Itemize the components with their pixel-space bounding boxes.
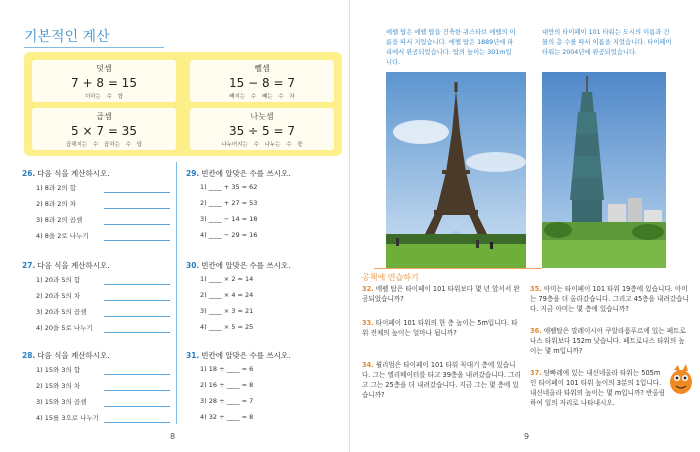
division-equation: 35 ÷ 5 = 7 [229,124,295,138]
page-number: 8 [170,432,176,441]
answer-line[interactable] [104,332,170,333]
answer-line[interactable] [104,208,170,209]
title-underline [24,47,164,48]
answer-line[interactable] [104,390,170,391]
division-terms: 나누어지는 수 나누는 수 몫 [221,142,303,148]
question-32: 32. 에펠 탑은 타이페이 101 타워보다 몇 년 앞서서 완공되었습니까? [362,285,520,303]
question-34: 34. 윌리엄은 타이페이 101 타워 꼭대기 층에 있습니다. 그는 엘리베이터를 타고 39층을 내려갔습니다. 그리고 그는 25층을 더 내려갔습니다. 지금 그는 몇 층에 있습니까? [362,361,521,399]
addition-equation: 7 + 8 = 15 [71,76,137,90]
answer-line[interactable] [104,316,170,317]
page-number: 9 [524,432,530,441]
section-30-title: 30. 빈칸에 알맞은 수를 쓰시오. [186,261,291,270]
practice-divider [374,268,542,269]
list-item: 3) ____ − 14 = 18 [200,215,258,223]
subtraction-label: 뺄셈 [254,64,270,73]
list-item: 2) 16 ÷ ____ = 8 [200,381,254,389]
list-item: 4) ____ × 5 = 25 [200,323,254,331]
subtraction-cell [190,60,334,102]
question-37: 37. 탐빠레에 있는 내신네올라 타워는 505m인 타이페이 101 타워 높이의 3분의 1입니다. 내신네올라 타워의 높이는 몇 m입니까? 반올림하여 일의 자리로 나타내시오. [530,369,666,407]
answer-line[interactable] [104,374,170,375]
answer-line[interactable] [104,406,170,407]
list-item: 2) ____ + 27 = 53 [200,199,258,207]
subtraction-terms: 빼지는 수 빼는 수 차 [229,94,295,100]
section-29-title: 29. 빈칸에 알맞은 수를 쓰시오. [186,169,291,178]
answer-line[interactable] [104,300,170,301]
addition-terms: 더하는 수 합 [84,94,124,100]
section-28-title: 28. 다음 식을 계산하시오. [22,351,110,360]
list-item: 1) ____ × 2 = 14 [200,275,254,283]
list-item: 1) 20과 5의 합 [36,276,81,284]
addition-cell [32,60,176,102]
mascot-icon [666,362,696,396]
section-31-title: 31. 빈칸에 알맞은 수를 쓰시오. [186,351,291,360]
multiplication-terms: 곱해지는 수 곱하는 수 답 [65,142,143,148]
list-item: 4) 15를 3으로 나누기 [36,414,99,422]
eiffel-intro: 에펠 탑은 에펠 탑을 건축한 귀스타브 에펠의 이름을 따서 지었습니다. 에펠 탑은 1889년에 파리에서 완공되었습니다. 탑의 높이는 301m입니다. [386,29,516,66]
multiplication-cell [32,108,176,150]
list-item: 1) 18 ÷ ____ = 6 [200,365,254,373]
list-item: 1) ____ + 35 = 62 [200,183,258,191]
list-item: 2) 8과 2의 차 [36,200,76,208]
practice-title: 공책에 연습하기 [362,273,419,282]
list-item: 4) ____ − 29 = 16 [200,231,258,239]
list-item: 1) 15와 3의 합 [36,366,81,374]
list-item: 3) 20과 5의 곱셈 [36,308,87,316]
eiffel-tower-image [386,72,526,268]
answer-line[interactable] [104,224,170,225]
answer-line[interactable] [104,284,170,285]
list-item: 3) 28 ÷ ____ = 7 [200,397,254,405]
answer-line[interactable] [104,240,170,241]
eiffel-tower-photo [386,72,526,268]
list-item: 3) ____ × 3 = 21 [200,307,254,315]
section-26-title: 26. 다음 식을 계산하시오. [22,169,110,178]
taipei-intro: 대만의 타이페이 101 타워는 도시의 이름과 건물의 층 수를 따서 이름을 지었습니다. 타이페이 타워는 2004년에 완공되었습니다. [542,29,672,56]
question-35: 35. 아미는 타이페이 101 타워 19층에 있습니다. 아미는 79층을 더 올라갔습니다. 그리고 45층을 내려갔습니다. 지금 아미는 몇 층에 있습니까? [530,285,689,313]
multiplication-equation: 5 × 7 = 35 [71,124,137,138]
addition-label: 덧셈 [96,64,112,73]
list-item: 2) ____ × 4 = 24 [200,291,254,299]
formula-box [24,52,342,156]
section-27-title: 27. 다음 식을 계산하시오. [22,261,110,270]
list-item: 3) 8과 2의 곱셈 [36,216,83,224]
question-33: 33. 타이페이 101 타워의 한 층 높이는 5m입니다. 타워 전체의 높이는 얼마나 됩니까? [362,319,518,337]
list-item: 2) 15와 3의 차 [36,382,81,390]
page-title: 기본적인 계산 [24,29,110,45]
subtraction-equation: 15 − 8 = 7 [229,76,295,90]
question-36: 36. 에펠탑은 말레이시아 쿠알라룸푸르에 있는 페트로나스 타워보다 152m 낮습니다. 페트로나스 타워의 높이는 몇 m입니까? [530,327,686,355]
taipei-101-image [542,72,666,268]
answer-line[interactable] [104,422,170,423]
division-cell [190,108,334,150]
list-item: 2) 20과 5의 차 [36,292,81,300]
list-item: 3) 15와 3의 곱셈 [36,398,87,406]
division-label: 나눗셈 [250,112,274,121]
multiplication-label: 곱셈 [96,112,112,121]
list-item: 4) 20을 5로 나누기 [36,324,93,332]
list-item: 1) 8과 2의 합 [36,184,76,192]
list-item: 4) 32 ÷ ____ = 8 [200,413,254,421]
right-page [350,0,700,452]
list-item: 4) 8을 2로 나누기 [36,232,89,240]
taipei-101-photo [542,72,666,268]
answer-line[interactable] [104,192,170,193]
column-divider [176,162,177,424]
